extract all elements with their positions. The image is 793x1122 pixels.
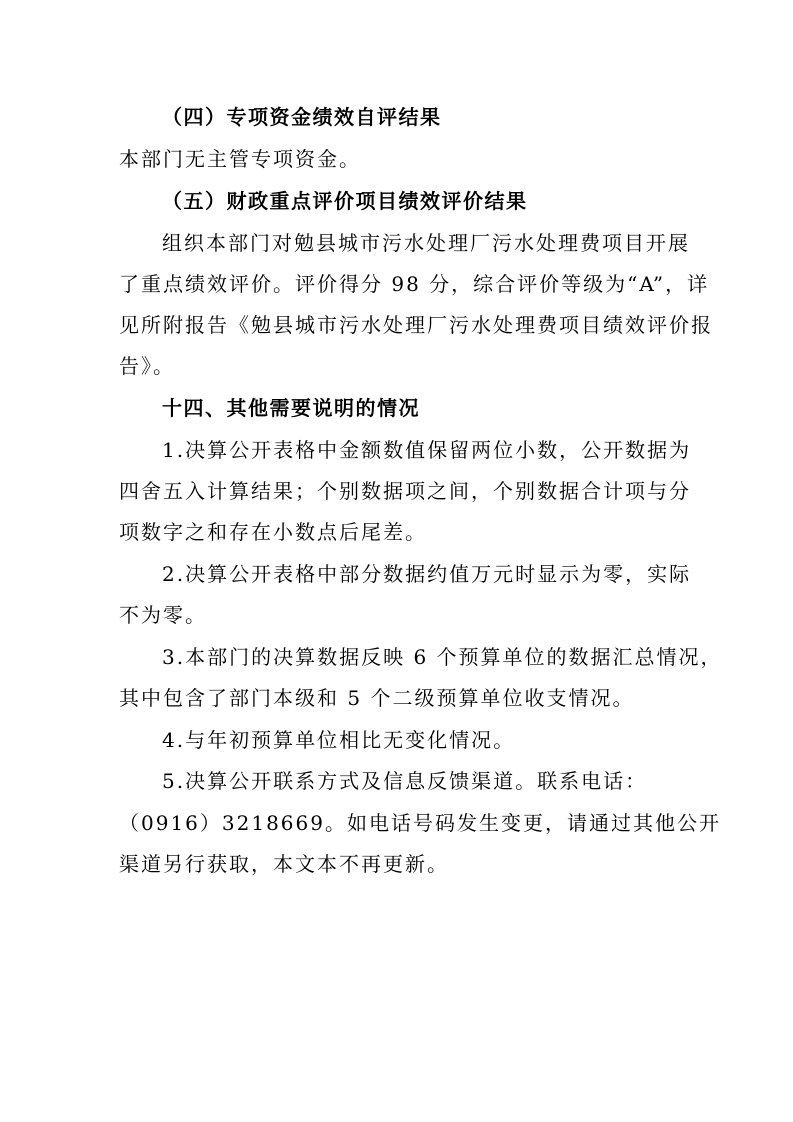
section-14-heading: 十四、其他需要说明的情况 (162, 396, 420, 420)
item-2-line: 2.决算公开表格中部分数据约值万元时显示为零，实际 (162, 562, 692, 586)
section-5-heading: （五）财政重点评价项目绩效评价结果 (162, 189, 528, 213)
item-3-line: 其中包含了部门本级和 5 个二级预算单位收支情况。 (119, 686, 635, 710)
item-5-line: （0916）3218669。如电话号码发生变更，请通过其他公开 (119, 811, 721, 835)
item-4-line: 4.与年初预算单位相比无变化情况。 (162, 728, 516, 752)
section-5-line: 见所附报告《勉县城市污水处理厂污水处理费项目绩效评价报 (119, 313, 713, 337)
section-5-line: 了重点绩效评价。评价得分 98 分，综合评价等级为“A”，详 (119, 272, 710, 296)
section-5-line: 组织本部门对勉县城市污水处理厂污水处理费项目开展 (162, 231, 690, 255)
section-5-line: 告》。 (119, 354, 175, 378)
item-2-line: 不为零。 (119, 603, 207, 627)
item-1-line: 项数字之和存在小数点后尾差。 (119, 520, 427, 544)
section-4-text: 本部门无主管专项资金。 (119, 147, 361, 171)
section-4-heading: （四）专项资金绩效自评结果 (162, 105, 442, 129)
item-3-line: 3.本部门的决算数据反映 6 个预算单位的数据汇总情况， (162, 645, 723, 669)
item-1-line: 四舍五入计算结果；个别数据项之间，个别数据合计项与分 (119, 479, 691, 503)
item-5-line: 渠道另行获取，本文本不再更新。 (119, 852, 449, 876)
item-5-line: 5.决算公开联系方式及信息反馈渠道。联系电话： (162, 769, 648, 793)
item-1-line: 1.决算公开表格中金额数值保留两位小数，公开数据为 (162, 438, 692, 462)
